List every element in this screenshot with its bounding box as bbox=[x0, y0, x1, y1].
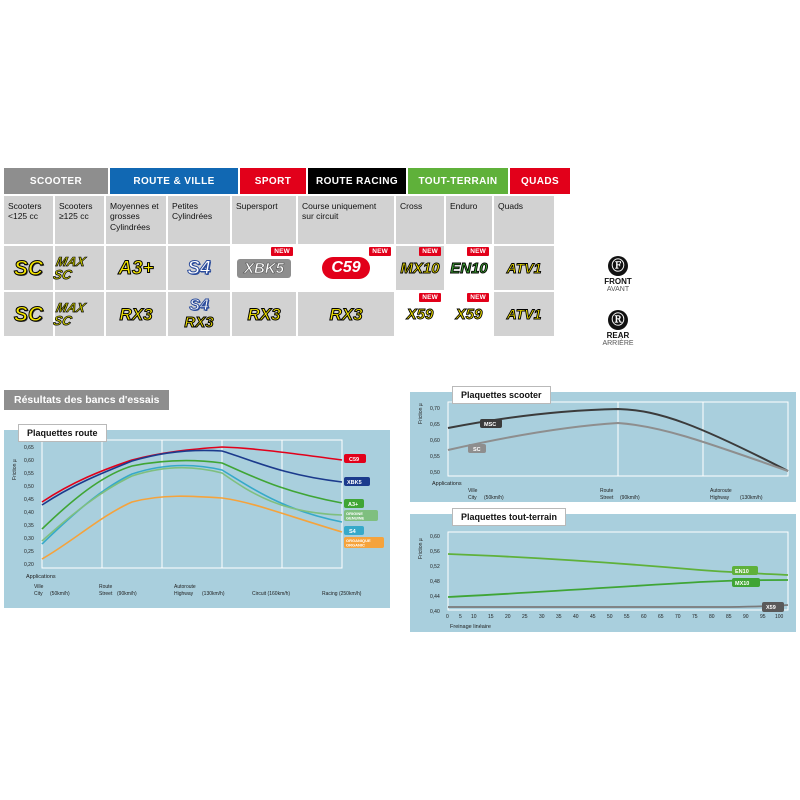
svg-text:0,65: 0,65 bbox=[24, 445, 34, 451]
chart-title-tt: Plaquettes tout-terrain bbox=[452, 508, 566, 526]
series-tag-mx10 bbox=[732, 578, 760, 587]
svg-text:Friction µ: Friction µ bbox=[418, 403, 424, 424]
pad-cell-rear-rx3: RX3 bbox=[106, 292, 168, 336]
svg-text:GENUINE: GENUINE bbox=[346, 515, 365, 521]
svg-text:0,65: 0,65 bbox=[430, 422, 440, 428]
category-header-row bbox=[4, 168, 596, 194]
svg-text:(50km/h): (50km/h) bbox=[50, 591, 70, 597]
svg-text:City: City bbox=[34, 591, 43, 597]
category-scooter: SCOOTER bbox=[4, 168, 110, 194]
category-route-ville: ROUTE & VILLE bbox=[110, 168, 240, 194]
new-badge: NEW bbox=[467, 293, 489, 302]
pad-cell-rear-maxsc: MAX SC bbox=[55, 292, 106, 336]
svg-text:Ville: Ville bbox=[468, 488, 478, 494]
pad-cell-front-xbk5: NEW XBK5 bbox=[232, 246, 298, 290]
svg-text:Applications: Applications bbox=[26, 574, 56, 580]
rear-icon: Ⓡ bbox=[608, 310, 628, 330]
subheader-cross: Cross bbox=[396, 196, 446, 244]
new-badge: NEW bbox=[271, 247, 293, 256]
front-pads-row bbox=[4, 246, 596, 290]
series-tag-msc bbox=[480, 419, 502, 428]
svg-text:0,55: 0,55 bbox=[430, 454, 440, 460]
svg-text:30: 30 bbox=[539, 614, 545, 620]
svg-text:75: 75 bbox=[692, 614, 698, 620]
svg-text:Applications: Applications bbox=[432, 481, 462, 487]
svg-text:Street: Street bbox=[600, 495, 614, 501]
pad-cell-front-s4: S4 bbox=[168, 246, 232, 290]
svg-text:0,48: 0,48 bbox=[430, 579, 440, 585]
svg-text:ORIGINE: ORIGINE bbox=[346, 511, 363, 516]
svg-text:70: 70 bbox=[675, 614, 681, 620]
rear-axle-badge: Ⓡ REAR ARRIÈRE bbox=[602, 312, 634, 347]
svg-text:0,60: 0,60 bbox=[430, 438, 440, 444]
series-tag-organique bbox=[344, 537, 384, 548]
svg-text:Circuit (160km/h): Circuit (160km/h) bbox=[252, 591, 291, 597]
pad-cell-front-c59: NEW C59 bbox=[298, 246, 396, 290]
svg-text:85: 85 bbox=[726, 614, 732, 620]
pad-cell-rear-sc: SC bbox=[4, 292, 55, 336]
chart-title-scooter: Plaquettes scooter bbox=[452, 386, 551, 404]
chart-plaquettes-scooter bbox=[410, 392, 796, 502]
svg-text:C59: C59 bbox=[349, 457, 360, 463]
svg-text:0,40: 0,40 bbox=[24, 510, 34, 516]
svg-text:Street: Street bbox=[99, 591, 113, 597]
svg-text:MX10: MX10 bbox=[735, 581, 750, 587]
pad-cell-rear-x59-cross: NEW X59 bbox=[396, 292, 446, 336]
svg-text:0,70: 0,70 bbox=[430, 406, 440, 412]
svg-text:0,55: 0,55 bbox=[24, 471, 34, 477]
svg-text:60: 60 bbox=[641, 614, 647, 620]
svg-text:0,56: 0,56 bbox=[430, 549, 440, 555]
front-axle-badge: Ⓕ FRONT AVANT bbox=[604, 258, 632, 293]
series-tag-sc bbox=[468, 444, 486, 453]
series-tag-xbk5 bbox=[344, 477, 370, 486]
chart-title-route: Plaquettes route bbox=[18, 424, 107, 442]
svg-text:Autoroute: Autoroute bbox=[174, 584, 196, 590]
svg-text:SC: SC bbox=[473, 447, 481, 453]
series-tag-origine bbox=[344, 510, 378, 521]
svg-text:35: 35 bbox=[556, 614, 562, 620]
pad-cell-rear-s4-rx3: S4 RX3 bbox=[168, 292, 232, 336]
subheader-row bbox=[4, 196, 596, 244]
subheader-scooters-lt125: Scooters <125 cc bbox=[4, 196, 55, 244]
svg-text:20: 20 bbox=[505, 614, 511, 620]
svg-text:Friction µ: Friction µ bbox=[12, 459, 18, 480]
svg-text:50: 50 bbox=[607, 614, 613, 620]
svg-text:XBK5: XBK5 bbox=[347, 480, 362, 486]
new-badge: NEW bbox=[419, 293, 441, 302]
category-quads: QUADS bbox=[510, 168, 570, 194]
new-badge: NEW bbox=[419, 247, 441, 256]
svg-text:0,60: 0,60 bbox=[24, 458, 34, 464]
pad-cell-front-a3plus: A3+ bbox=[106, 246, 168, 290]
svg-text:Route: Route bbox=[600, 488, 614, 494]
svg-text:0,50: 0,50 bbox=[24, 484, 34, 490]
svg-text:(130km/h): (130km/h) bbox=[740, 495, 763, 501]
subheader-enduro: Enduro bbox=[446, 196, 494, 244]
svg-text:0,30: 0,30 bbox=[24, 536, 34, 542]
svg-text:Route: Route bbox=[99, 584, 113, 590]
subheader-supersport: Supersport bbox=[232, 196, 298, 244]
svg-text:0,45: 0,45 bbox=[24, 497, 34, 503]
series-tag-en10 bbox=[732, 566, 758, 575]
pad-cell-front-atv1: ATV1 bbox=[494, 246, 554, 290]
svg-text:(90km/h): (90km/h) bbox=[117, 591, 137, 597]
svg-text:Friction µ: Friction µ bbox=[418, 538, 424, 559]
svg-text:0,44: 0,44 bbox=[430, 594, 440, 600]
chart-plaquettes-route bbox=[4, 430, 390, 608]
svg-text:S4: S4 bbox=[349, 529, 356, 535]
svg-text:A3+: A3+ bbox=[348, 502, 359, 508]
svg-text:City: City bbox=[468, 495, 477, 501]
svg-text:0,60: 0,60 bbox=[430, 534, 440, 540]
svg-text:0: 0 bbox=[446, 614, 449, 620]
category-tout-terrain: TOUT-TERRAIN bbox=[408, 168, 510, 194]
svg-text:5: 5 bbox=[459, 614, 462, 620]
svg-text:MSC: MSC bbox=[484, 422, 497, 428]
pad-cell-rear-x59-enduro: NEW X59 bbox=[446, 292, 494, 336]
chart-plaquettes-tout-terrain bbox=[410, 514, 796, 632]
svg-text:45: 45 bbox=[590, 614, 596, 620]
svg-text:(50km/h): (50km/h) bbox=[484, 495, 504, 501]
pad-cell-front-maxsc: MAX SC bbox=[55, 246, 106, 290]
section-title: Résultats des bancs d'essais bbox=[4, 390, 169, 410]
svg-text:(90km/h): (90km/h) bbox=[620, 495, 640, 501]
svg-text:(130km/h): (130km/h) bbox=[202, 591, 225, 597]
svg-text:0,50: 0,50 bbox=[430, 470, 440, 476]
subheader-course-circuit: Course uniquement sur circuit bbox=[298, 196, 396, 244]
category-sport: SPORT bbox=[240, 168, 308, 194]
svg-text:100: 100 bbox=[775, 614, 784, 620]
svg-text:Racing (250km/h): Racing (250km/h) bbox=[322, 591, 362, 597]
svg-text:10: 10 bbox=[471, 614, 477, 620]
pad-cell-rear-atv1: ATV1 bbox=[494, 292, 554, 336]
svg-text:Ville: Ville bbox=[34, 584, 44, 590]
svg-text:25: 25 bbox=[522, 614, 528, 620]
category-route-racing: ROUTE RACING bbox=[308, 168, 408, 194]
svg-text:95: 95 bbox=[760, 614, 766, 620]
svg-text:90: 90 bbox=[743, 614, 749, 620]
svg-text:0,35: 0,35 bbox=[24, 523, 34, 529]
svg-text:ORGANIC: ORGANIC bbox=[346, 542, 365, 548]
new-badge: NEW bbox=[467, 247, 489, 256]
svg-text:65: 65 bbox=[658, 614, 664, 620]
svg-text:0,40: 0,40 bbox=[430, 609, 440, 615]
svg-text:Highway: Highway bbox=[174, 591, 194, 597]
pad-cell-front-en10: NEW EN10 bbox=[446, 246, 494, 290]
pad-cell-front-sc: SC bbox=[4, 246, 55, 290]
pad-cell-rear-rx3-racing: RX3 bbox=[298, 292, 396, 336]
series-tag-c59 bbox=[344, 454, 366, 463]
svg-text:55: 55 bbox=[624, 614, 630, 620]
series-tag-a3 bbox=[344, 499, 364, 508]
svg-text:X59: X59 bbox=[766, 605, 776, 611]
svg-text:80: 80 bbox=[709, 614, 715, 620]
subheader-scooters-gte125: Scooters ≥125 cc bbox=[55, 196, 106, 244]
subheader-quads: Quads bbox=[494, 196, 554, 244]
series-tag-s4 bbox=[344, 526, 364, 535]
svg-text:0,52: 0,52 bbox=[430, 564, 440, 570]
pad-cell-front-mx10: NEW MX10 bbox=[396, 246, 446, 290]
svg-text:0,20: 0,20 bbox=[24, 562, 34, 568]
svg-text:15: 15 bbox=[488, 614, 494, 620]
front-icon: Ⓕ bbox=[608, 256, 628, 276]
svg-text:Freinage linéaire: Freinage linéaire bbox=[450, 624, 491, 630]
svg-text:40: 40 bbox=[573, 614, 579, 620]
series-tag-x59 bbox=[762, 602, 784, 612]
product-matrix-table bbox=[4, 168, 596, 336]
subheader-petites-cylindrees: Petites Cylindrées bbox=[168, 196, 232, 244]
rear-pads-row bbox=[4, 292, 596, 336]
svg-text:ORGANIQUE: ORGANIQUE bbox=[346, 538, 371, 543]
svg-text:0,25: 0,25 bbox=[24, 549, 34, 555]
subheader-moyennes-grosses: Moyennes et grosses Cylindrées bbox=[106, 196, 168, 244]
svg-text:Autoroute: Autoroute bbox=[710, 488, 732, 494]
svg-text:Highway: Highway bbox=[710, 495, 730, 501]
svg-text:EN10: EN10 bbox=[735, 569, 749, 575]
new-badge: NEW bbox=[369, 247, 391, 256]
pad-cell-rear-rx3-sport: RX3 bbox=[232, 292, 298, 336]
